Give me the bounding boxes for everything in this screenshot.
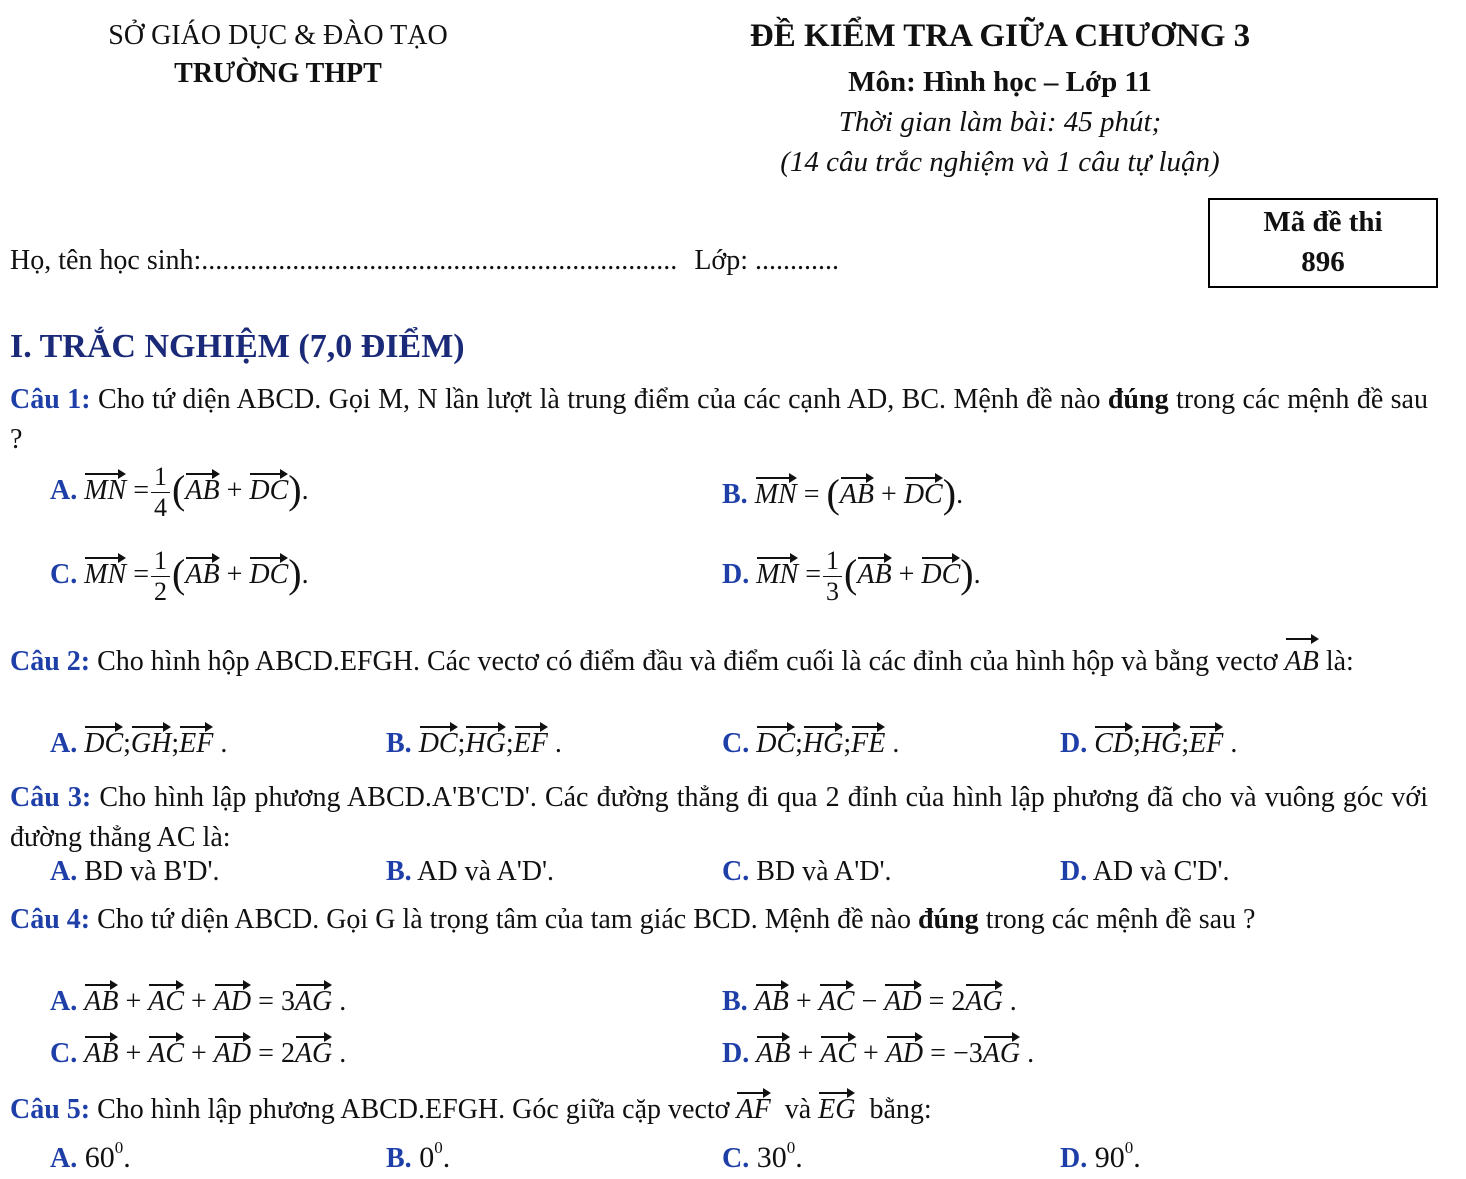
q1-option-a[interactable]: A. MN = $\frac{1}{4}$ (AB + DC). [50,462,309,522]
exam-code-box [1208,198,1438,288]
q5-option-d[interactable]: D. $90^0$. [1060,1138,1141,1174]
class-label: Lớp: ............ [694,245,840,276]
option-label: D. [1060,1143,1088,1174]
question-4-text: Cho tứ diện ABCD. Gọi G là trọng tâm của tam giác BCD. Mệnh đề nào [90,904,918,935]
question-1-label: Câu 1: [10,384,91,415]
option-label: C. [722,1143,750,1174]
question-2-label: Câu 2: [10,646,91,677]
question-1 [10,380,1428,460]
q3-option-b[interactable] [386,856,554,888]
option-label: A. [50,986,78,1017]
option-label: A. [50,728,78,759]
question-1-text: Cho tứ diện ABCD. Gọi M, N lần lượt là trung điểm của các cạnh AD, BC. Mệnh đề nào [90,384,1108,415]
q5-option-c[interactable]: C. $30^0$. [722,1138,803,1174]
q4-option-b[interactable]: B. AB + AC − AD = 2AG . [722,980,1017,1018]
question-3-label: Câu 3: [10,782,92,813]
question-3 [10,778,1428,858]
student-name-field [10,245,839,277]
option-label: A. [50,856,78,887]
q3-option-c[interactable] [722,856,892,888]
school-name: TRƯỜNG THPT [174,58,382,89]
option-text: AD và A'D'. [417,856,555,887]
student-name-label: Họ, tên học sinh:.................................................................... [10,245,678,276]
exam-code: 896 [1301,246,1345,278]
q2-option-b[interactable]: B. DC;HG;EF . [386,722,562,760]
option-label: D. [722,558,750,590]
q3-option-a[interactable] [50,856,220,888]
q2-option-d[interactable]: D. CD;HG;EF . [1060,722,1237,760]
q5-option-a[interactable]: A. $60^0$. [50,1138,131,1174]
question-4-text-end: trong các mệnh đề sau ? [978,904,1256,935]
q3-option-d[interactable] [1060,856,1230,888]
q1-option-c[interactable]: C. MN = $\frac{1}{2}$ (AB + DC). [50,546,309,606]
exam-subject: Môn: Hình học – Lớp 11 [848,66,1152,98]
question-5: Câu 5: Cho hình lập phương ABCD.EFGH. Góc giữa cặp vectơ AF và EG bằng: [10,1088,932,1126]
question-4-bold: đúng [917,904,979,935]
q4-option-a[interactable]: A. AB + AC + AD = 3AG . [50,980,346,1018]
q2-option-a[interactable]: A. DC;GH;EF . [50,722,227,760]
exam-time: Thời gian làm bài: 45 phút; [838,106,1162,138]
q4-option-d[interactable]: D. AB + AC + AD = −3AG . [722,1032,1034,1070]
exam-title: ĐỀ KIỂM TRA GIỮA CHƯƠNG 3 [749,18,1251,54]
question-3-text: Cho hình lập phương ABCD.A'B'C'D'. Các đường thẳng đi qua 2 đỉnh của hình lập phương đã cho và vuông góc với đường thẳng AC là: [10,782,1428,853]
section-title: I. TRẮC NGHIỆM (7,0 ĐIỂM) [10,328,465,365]
q1-option-b[interactable]: B. MN = (AB + DC). [722,471,964,516]
option-label: B. [722,479,748,510]
option-label: B. [386,1143,412,1174]
option-label: A. [50,474,78,506]
option-label: B. [386,856,412,887]
fraction: $\frac{1}{2}$ [151,546,170,607]
option-label: D. [722,1038,750,1069]
question-4-label: Câu 4: [10,904,91,935]
option-label: C. [50,1038,78,1069]
option-label: B. [386,728,412,759]
question-2-text: Cho hình hộp ABCD.EFGH. Các vectơ có điểm đầu và điểm cuối là các đỉnh của hình hộp và bằng vectơ [90,646,1278,677]
q5-option-b[interactable]: B. $0^0$. [386,1138,451,1174]
question-1-text-end: trong các mệnh đề sau ? [10,384,1428,455]
option-label: C. [722,728,750,759]
question-5-text-end: bằng: [869,1094,932,1125]
department-name: SỞ GIÁO DỤC & ĐÀO TẠO [108,20,448,51]
option-text: BD và A'D'. [756,856,892,887]
option-label: D. [1060,728,1088,759]
question-2: Câu 2: Cho hình hộp ABCD.EFGH. Các vectơ có điểm đầu và điểm cuối là các đỉnh của hình hộp và bằng vectơ AB là: [10,634,1428,684]
fraction: $\frac{1}{4}$ [151,462,170,523]
option-label: D. [1060,856,1088,887]
option-text: BD và B'D'. [84,856,220,887]
q4-option-c[interactable]: C. AB + AC + AD = 2AG . [50,1032,346,1070]
fraction: $\frac{1}{3}$ [823,546,842,607]
question-5-text-mid: và [784,1094,812,1125]
question-1-bold: đúng [1107,384,1169,415]
question-5-label: Câu 5: [10,1094,91,1125]
exam-note: (14 câu trắc nghiệm và 1 câu tự luận) [780,146,1220,178]
option-text: AD và C'D'. [1092,856,1230,887]
option-label: C. [722,856,750,887]
q1-option-d[interactable]: D. MN = $\frac{1}{3}$ (AB + DC). [722,546,981,606]
option-label: B. [722,986,748,1017]
question-2-text-end: là: [1325,646,1354,677]
option-label: C. [50,558,78,590]
exam-code-label: Mã đề thi [1263,206,1383,238]
option-label: A. [50,1143,78,1174]
question-5-text: Cho hình lập phương ABCD.EFGH. Góc giữa cặp vectơ [90,1094,730,1125]
q2-option-c[interactable]: C. DC;HG;FE . [722,722,899,760]
question-4 [10,900,1428,940]
